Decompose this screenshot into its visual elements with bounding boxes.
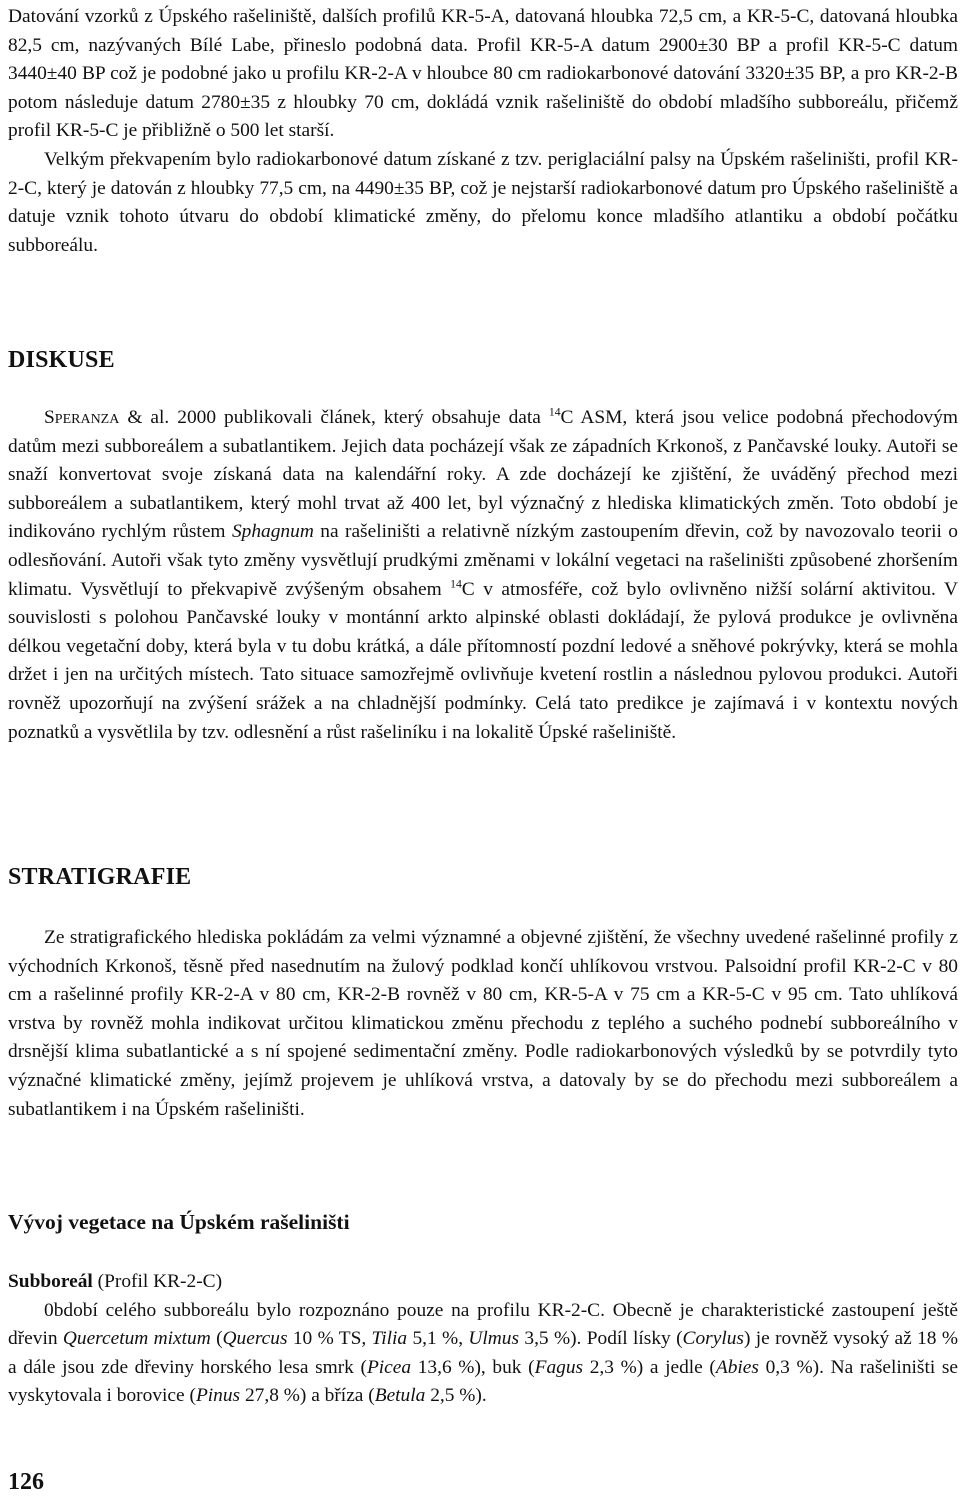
diskuse-paragraph: Speranza & al. 2000 publikovali článek, který obsahuje data $^{14}$C ASM, která jsou velice podobná přechodovým datům mezi subboreálem a subatlantikem. Jejich data pocházejí však ze západních Krkonoš, z Pančavské louky. Autoři se snaží konvertovat svoje získaná data na kalendářní roky. A zde docházejí ke zjištění, že uváděný přechod mezi subboreálem a subatlantikem, který mohl trvat až 400 let, byl význačný z hlediska klimatických změn. Toto období je indikováno rychlým růstem Sphagnum na rašeliništi a relativně nízkým zastoupením dřevin, což by navozovalo teorii o odlesňování. Autoři však tyto změny vysvětlují prudkými změnami v lokální vegetaci na rašeliništi způsobené zhoršením klimatu. Vysvětlují to překvapivě zvýšeným obsahem $^{14}$C v atmosféře, což bylo ovlivněno nižší solární aktivitou. V souvislosti s polohou Pančavské louky v montánní arkto alpinské oblasti dokládají, že pylová produkce je ovlivněna délkou vegetační doby, která byla v tu dobu krátká, a dále přítomností pozdní ledové a sněhové pokrývky, která se mohla držet i jen na určitých místech. Tato situace samozřejmě ovlivňuje kvetení rostlin a následnou pylovou produkci. Autoři rovněž upozorňují na zvýšení srážek a na chladnější podmínky. Celá tato predikce je zajímavá i v kontextu nových poznatků a vysvětlila by tzv. odlesnění a růst rašeliníku i na lokalitě Úpské rašeliniště. [8, 405, 959, 743]
diskuse-section [8, 404, 958, 747]
heading-stratigrafie: STRATIGRAFIE [8, 864, 192, 890]
stratigrafie-paragraph: Ze stratigrafického hlediska pokládám za velmi významné a objevné zjištění, že všechny uvedené rašelinné profily z východních Krkonoš, těsně před nasednutím na žulový podklad končí uhlíkovou vrstvou. Palsoidní profil KR-2-C v 80 cm a rašelinné profily KR-2-A v 80 cm, KR-2-B rovněž v 80 cm, KR-5-A v 75 cm a KR-5-C v 95 cm. Tato uhlíková vrstva by rovněž mohla indikovat určitou klimatickou změnu přechodu z teplého a suchého podnebí subboreálního v drsnější klima subatlantické a s ní spojené sedimentační změny. Podle radiokarbonových výsledků by se potvrdily tyto význačné klimatické změny, jejímž projevem je uhlíková vrstva, a datovaly by se do přechodu mezi subboreálem a subatlantikem i na Úpském rašeliništi. [8, 927, 958, 1120]
vyvoj-section [8, 1268, 958, 1411]
page-number: 126 [8, 1469, 44, 1495]
subboreal-subheading: Subboreál (Profil KR-2-C) [8, 1271, 223, 1292]
heading-diskuse: DISKUSE [8, 347, 115, 373]
intro-paragraph-1: Datování vzorků z Úpského rašeliniště, dalších profilů KR-5-A, datovaná hloubka 72,5 cm, a KR-5-C, datovaná hloubka 82,5 cm, nazývaných Bílé Labe, přineslo podobná data. Profil KR-5-A datum 2900±30 BP a profil KR-5-C datum 3440±40 BP což je podobné jako u profilu KR-2-A v hloubce 80 cm radiokarbonové datování 3320±35 BP, a pro KR-2-B potom následuje datum 2780±35 z hloubky 70 cm, dokládá vznik rašeliniště do období mladšího subboreálu, přičemž profil KR-5-C je přibližně o 500 let starší. [8, 6, 958, 142]
author-name: Speranza [44, 407, 120, 428]
intro-section [8, 3, 958, 260]
intro-paragraph-2: Velkým překvapením bylo radiokarbonové datum získané z tzv. periglaciální palsy na Úpském rašeliništi, profil KR-2-C, který je datován z hloubky 77,5 cm, na 4490±35 BP, což je nejstarší radiokarbonové datum pro Úpského rašeliniště a datuje vznik tohoto útvaru do období klimatické změny, do přelomu konce mladšího atlantiku a období počátku subboreálu. [8, 148, 958, 256]
stratigrafie-section [8, 924, 958, 1124]
taxon-sphagnum: Sphagnum [231, 521, 314, 543]
subboreal-paragraph: 0bdobí celého subboreálu bylo rozpoznáno pouze na profilu KR-2-C. Obecně je charakteristické zastoupení ještě dřevin Quercetum mixtum (Quercus 10 % TS, Tilia 5,1 %, Ulmus 3,5 %). Podíl lísky (Corylus) je rovněž vysoký až 18 % a dále jsou zde dřeviny horského lesa smrk (Picea 13,6 %), buk (Fagus 2,3 %) a jedle (Abies 0,3 %). Na rašeliništi se vyskytovala i borovice (Pinus 27,8 %) a bříza (Betula 2,5 %). [8, 1299, 959, 1407]
heading-vyvoj-vegetace: Vývoj vegetace na Úpském rašeliništi [8, 1210, 350, 1234]
